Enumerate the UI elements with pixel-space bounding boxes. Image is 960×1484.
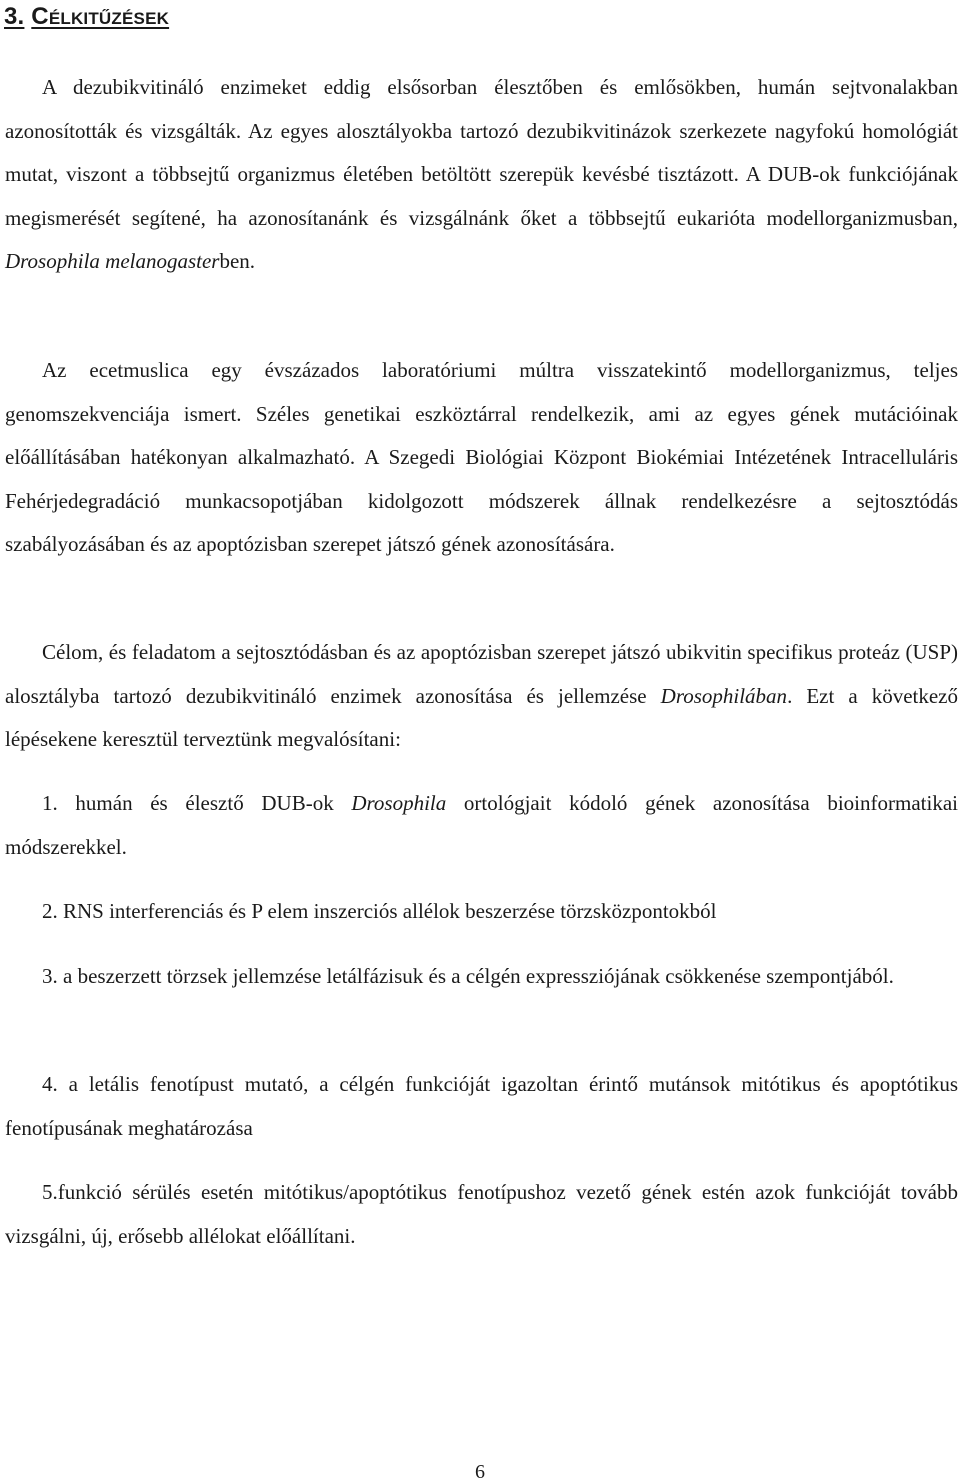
intro-paragraph [5, 66, 958, 284]
step-1-suffix: ortológjait kódoló gének azonosítása bioinformatikai módszerekkel. [5, 791, 958, 859]
section-number: 3. [4, 3, 25, 30]
section-heading [4, 0, 169, 34]
species-name: Drosophila melanogaster [5, 249, 220, 273]
goal-paragraph [5, 631, 958, 762]
goal-suffix: . Ezt a következő lépésekene keresztül terveztünk megvalósítani: [5, 683, 959, 751]
step-3: 3. a beszerzett törzsek jellemzése letálfázisuk és a célgén expressziójának csökkenése szempontjából. [42, 964, 894, 988]
intro-text: A dezubikvitináló enzimeket eddig elsősorban élesztőben és emlősökben, humán sejtvonalakban azonosították és vizsgálták. Az egyes alosztályokba tartozó dezubikvitinázok szerkezete nagyfokú homológiát mutat, viszont a többsejtű organizmus életében betöltött szerepük kevésbé tisztázott. A DUB-ok funkciójának megismerését segítené, ha azonosítanánk és vizsgálnánk őket a többsejtű eukarióta modellorganizmusban, [5, 75, 958, 230]
section-title: Célkitűzések [31, 3, 170, 30]
step-2: 2. RNS interferenciás és P elem inszerciós allélok beszerzése törzsközpontokból [42, 899, 717, 923]
model-organism-paragraph: Az ecetmuslica egy évszázados laboratóriumi múltra visszatekintő modellorganizmus, teljes genomszekvenciája ismert. Széles genetikai eszköztárral rendelkezik, ami az egyes gének mutációinak előállításában hatékonyan alkalmazható. A Szegedi Biológiai Központ Biokémiai Intézetének Intracelluláris Fehérjedegradáció munkacsopotjában kidolgozott módszerek állnak rendelkezésre a sejtosztódás szabályozásában és az apoptózisban szerepet játszó gének azonosítására. [5, 358, 958, 556]
step-1 [5, 782, 958, 869]
page-number: 6 [475, 1461, 485, 1483]
step-1-species: Drosophila [351, 791, 447, 815]
goal-species: Drosophilában [660, 683, 788, 708]
step-5: 5.funkció sérülés esetén mitótikus/apoptótikus fenotípushoz vezető gének estén azok funkcióját tovább vizsgálni, új, erősebb allélokat előállítani. [5, 1180, 958, 1248]
intro-suffix: ben. [219, 249, 256, 273]
step-4: 4. a letális fenotípust mutató, a célgén funkcióját igazoltan érintő mutánsok mitótikus és apoptótikus fenotípusának meghatározása [5, 1072, 958, 1140]
goal-text: Célom, és feladatom a sejtosztódásban és az apoptózisban szerepet játszó ubikvitin specifikus proteáz (USP) alosztályba tartozó dezubikvitináló enzimek azonosítása és jellemzése [5, 640, 958, 708]
step-1-text: 1. humán és élesztő DUB-ok [42, 791, 352, 815]
